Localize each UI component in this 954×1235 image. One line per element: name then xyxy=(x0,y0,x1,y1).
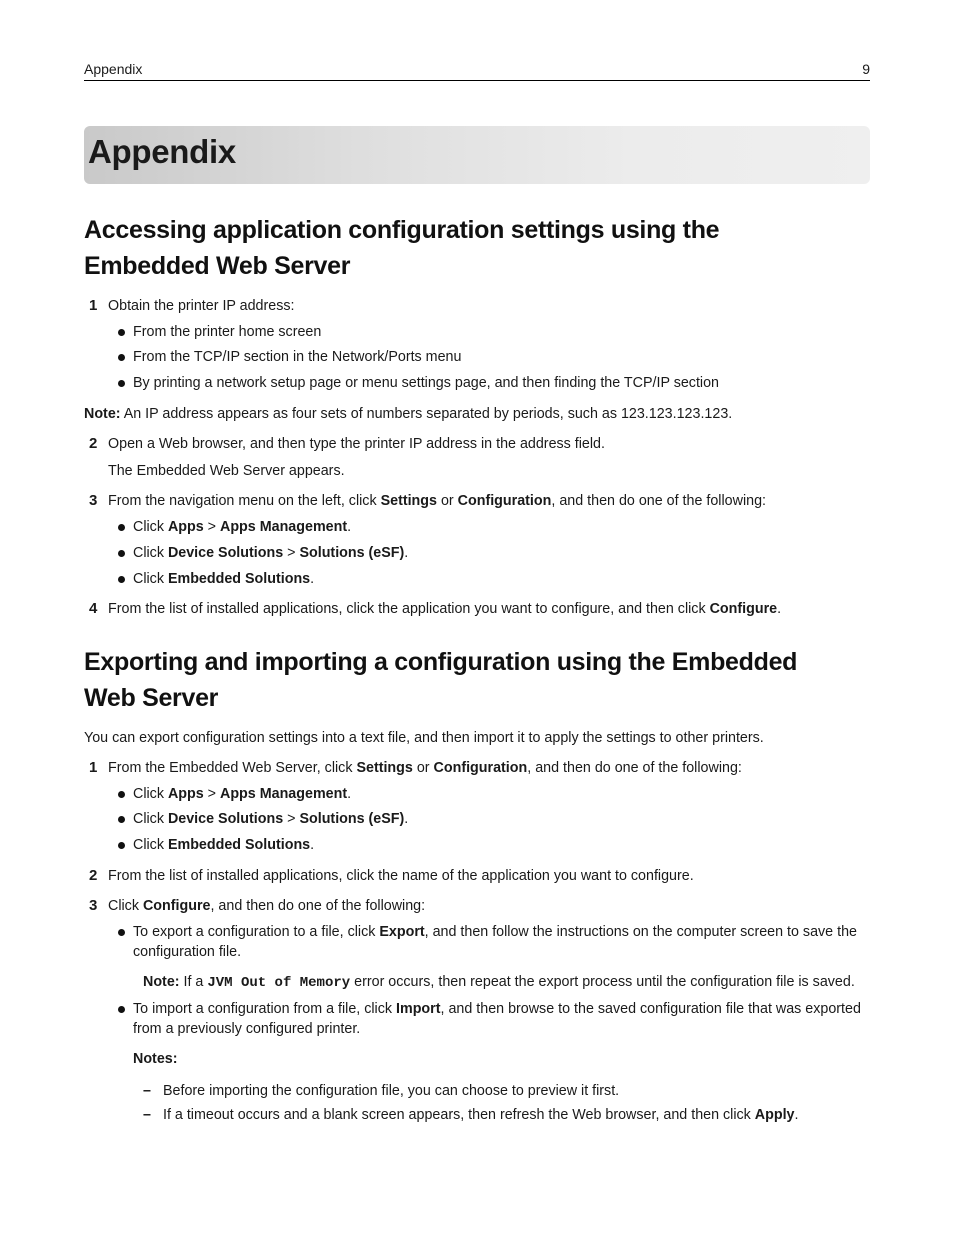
step-number: 1 xyxy=(89,297,98,314)
bullet-icon xyxy=(118,929,125,936)
section-heading-export-import: Exporting and importing a configuration using the Embedded Web Server xyxy=(84,648,798,712)
note-label: Note: xyxy=(84,406,121,422)
step-number: 2 xyxy=(89,435,98,452)
bullet-icon xyxy=(118,816,125,823)
error-code: JVM Out of Memory xyxy=(207,975,351,991)
list-item-export: To export a configuration to a file, click Export, and then follow the instructions on the computer screen to save the configuration file. Note: If a JVM Out of Memory error occurs, then repeat the export process until the configuration file is saved. xyxy=(84,922,870,993)
export-note: Note: If a JVM Out of Memory error occurs, then repeat the export process until the configuration file is saved. xyxy=(143,974,855,991)
step-text: From the list of installed applications, click the name of the application you want to configure. xyxy=(108,868,694,884)
bullet-icon xyxy=(118,550,125,557)
step-text: Obtain the printer IP address: xyxy=(108,298,295,314)
step-text: From the Embedded Web Server, click Settings or Configuration, and then do one of the following: xyxy=(108,760,742,776)
page-number: 9 xyxy=(862,61,870,77)
step-number: 2 xyxy=(89,867,98,884)
ip-source-list xyxy=(84,322,870,393)
ews-options-list xyxy=(84,784,870,855)
section-intro: You can export configuration settings into a text file, and then import it to apply the settings to other printers. xyxy=(84,730,764,746)
list-item: – If a timeout occurs and a blank screen appears, then refresh the Web browser, and then click Apply. xyxy=(143,1107,799,1123)
step-1-obtain-ip xyxy=(84,296,870,316)
bullet-icon xyxy=(118,842,125,849)
list-item: From the printer home screen xyxy=(84,322,870,342)
bullet-icon xyxy=(118,380,125,387)
list-item: Click Apps > Apps Management. xyxy=(84,517,870,537)
step-number: 3 xyxy=(89,492,98,509)
navigation-options-list xyxy=(84,517,870,589)
step-result: The Embedded Web Server appears. xyxy=(108,463,345,479)
list-item: Click Device Solutions > Solutions (eSF). xyxy=(84,543,870,563)
step-4-configure xyxy=(84,599,870,619)
import-notes-list xyxy=(84,1081,870,1125)
chapter-banner xyxy=(84,126,870,184)
section-heading-accessing: Accessing application configuration settings using the Embedded Web Server xyxy=(84,216,720,280)
bullet-icon xyxy=(118,791,125,798)
import-notes-label: Notes: xyxy=(133,1051,178,1067)
header-section-name: Appendix xyxy=(84,61,143,77)
step-2-open-browser xyxy=(84,434,870,481)
step-number: 1 xyxy=(89,759,98,776)
step-text: Open a Web browser, and then type the printer IP address in the address field. xyxy=(108,436,605,452)
step-3-configure xyxy=(84,896,870,916)
page-content xyxy=(84,212,870,1125)
dash-icon: – xyxy=(143,1083,151,1099)
list-item: Click Embedded Solutions. xyxy=(84,835,870,855)
step-text: From the navigation menu on the left, click Settings or Configuration, and then do one of the following: xyxy=(108,493,766,509)
dash-icon: – xyxy=(143,1107,151,1123)
list-item: By printing a network setup page or menu settings page, and then finding the TCP/IP section xyxy=(84,373,870,393)
step-number: 4 xyxy=(89,600,98,617)
running-header xyxy=(84,60,870,81)
bullet-icon xyxy=(118,329,125,336)
list-item-import: To import a configuration from a file, click Import, and then browse to the saved configuration file that was exported from a previously configured printer. Notes: xyxy=(84,999,870,1069)
list-item: From the TCP/IP section in the Network/Ports menu xyxy=(84,347,870,367)
chapter-title: Appendix xyxy=(88,133,236,170)
bullet-icon xyxy=(118,524,125,531)
list-item: Click Apps > Apps Management. xyxy=(84,784,870,804)
ip-note: Note: An IP address appears as four sets of numbers separated by periods, such as 123.123.123.123. xyxy=(84,406,733,422)
list-item: Click Device Solutions > Solutions (eSF). xyxy=(84,809,870,829)
step-number: 3 xyxy=(89,897,98,914)
bullet-icon xyxy=(118,576,125,583)
step-text: Click Configure, and then do one of the following: xyxy=(108,898,426,914)
list-item: Click Embedded Solutions. xyxy=(84,569,870,589)
bullet-icon xyxy=(118,1006,125,1013)
step-3-navigate xyxy=(84,491,870,511)
list-item: – Before importing the configuration file, you can choose to preview it first. xyxy=(143,1083,620,1099)
step-2-select-app xyxy=(84,866,870,886)
step-1-ews-navigate xyxy=(84,758,870,778)
bullet-icon xyxy=(118,354,125,361)
step-text: From the list of installed applications, click the application you want to configure, and then click Configure. xyxy=(108,601,782,617)
export-import-list xyxy=(84,922,870,1069)
